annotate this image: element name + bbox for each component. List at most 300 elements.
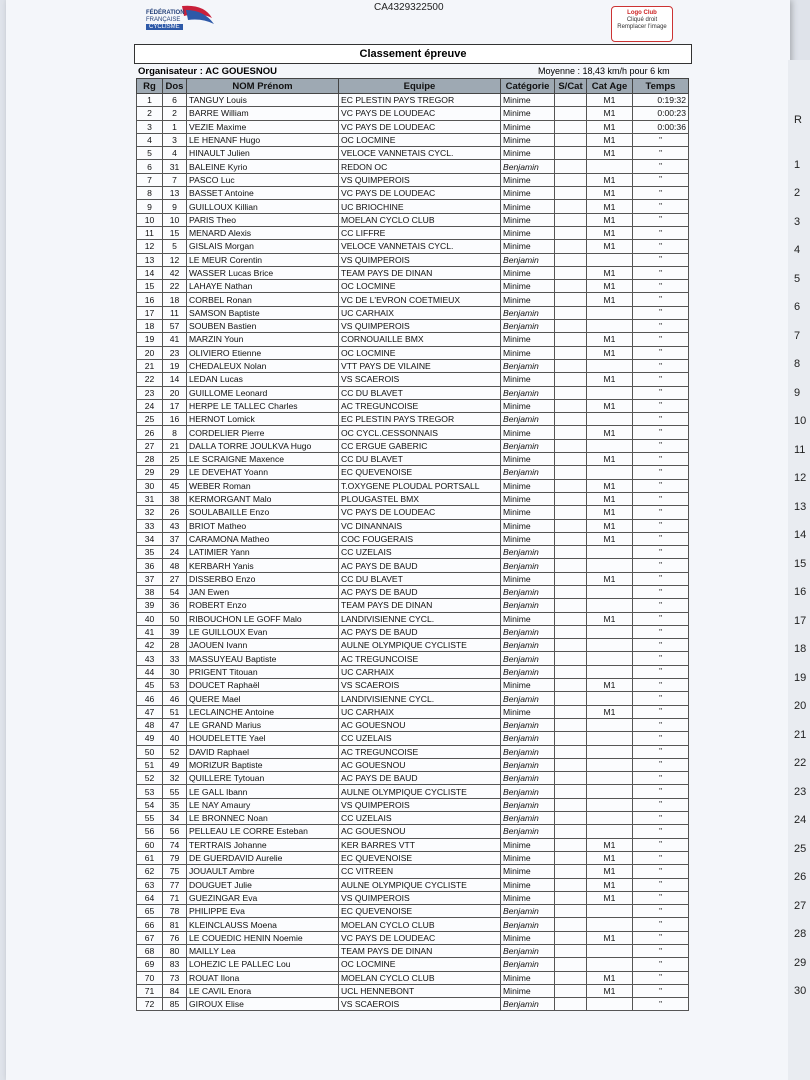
cell-catage: M1	[587, 293, 633, 306]
cell-nom: LE GUILLOUX Evan	[187, 625, 339, 638]
table-row	[137, 958, 689, 971]
table-row	[137, 705, 689, 718]
table-row	[137, 107, 689, 120]
cell-nom: VEZIE Maxime	[187, 120, 339, 133]
cell-scat	[555, 772, 587, 785]
next-page-fragment: 21	[794, 728, 807, 741]
cell-scat	[555, 998, 587, 1011]
cell-catage: M1	[587, 506, 633, 519]
cell-scat	[555, 253, 587, 266]
cell-temps: "	[633, 718, 689, 731]
cell-scat	[555, 453, 587, 466]
cell-cat: Minime	[501, 479, 555, 492]
cell-catage	[587, 665, 633, 678]
cell-rg: 29	[137, 466, 163, 479]
next-page-fragment: 27	[794, 899, 807, 912]
cell-dos: 47	[163, 718, 187, 731]
table-row	[137, 798, 689, 811]
table-row	[137, 679, 689, 692]
cell-temps: "	[633, 293, 689, 306]
next-page-fragment: 25	[794, 842, 807, 855]
cell-nom: LOHEZIC LE PALLEC Lou	[187, 958, 339, 971]
cell-cat: Benjamin	[501, 718, 555, 731]
cell-cat: Benjamin	[501, 825, 555, 838]
cell-rg: 43	[137, 652, 163, 665]
table-row	[137, 320, 689, 333]
cell-dos: 52	[163, 745, 187, 758]
cell-scat	[555, 918, 587, 931]
cell-temps: "	[633, 971, 689, 984]
cell-cat: Minime	[501, 971, 555, 984]
table-row	[137, 359, 689, 372]
cell-temps: "	[633, 226, 689, 239]
cell-rg: 21	[137, 359, 163, 372]
next-page-fragment: 23	[794, 785, 807, 798]
cell-scat	[555, 133, 587, 146]
table-row	[137, 253, 689, 266]
cell-cat: Benjamin	[501, 160, 555, 173]
cell-equipe: VS QUIMPEROIS	[339, 891, 501, 904]
cell-equipe: LANDIVISIENNE CYCL.	[339, 612, 501, 625]
cell-rg: 8	[137, 187, 163, 200]
next-page-fragment: 15	[794, 557, 807, 570]
cell-cat: Minime	[501, 226, 555, 239]
cell-catage: M1	[587, 453, 633, 466]
cell-cat: Minime	[501, 373, 555, 386]
cell-rg: 46	[137, 692, 163, 705]
table-row	[137, 825, 689, 838]
cell-catage: M1	[587, 333, 633, 346]
cell-cat: Benjamin	[501, 386, 555, 399]
cell-rg: 16	[137, 293, 163, 306]
cell-rg: 24	[137, 399, 163, 412]
cell-temps: "	[633, 133, 689, 146]
cell-dos: 57	[163, 320, 187, 333]
cell-rg: 3	[137, 120, 163, 133]
cell-catage: M1	[587, 240, 633, 253]
cell-nom: GIROUX Elise	[187, 998, 339, 1011]
cell-dos: 83	[163, 958, 187, 971]
cell-catage	[587, 758, 633, 771]
table-row	[137, 945, 689, 958]
cell-catage: M1	[587, 346, 633, 359]
cell-nom: BRIOT Matheo	[187, 519, 339, 532]
table-row	[137, 772, 689, 785]
cell-dos: 78	[163, 905, 187, 918]
cell-equipe: CC VITREEN	[339, 865, 501, 878]
cell-rg: 70	[137, 971, 163, 984]
cell-temps: "	[633, 439, 689, 452]
results-table-body	[137, 94, 689, 1011]
cell-rg: 20	[137, 346, 163, 359]
cell-catage: M1	[587, 94, 633, 107]
cell-rg: 44	[137, 665, 163, 678]
cell-equipe: CC UZELAIS	[339, 812, 501, 825]
cell-catage	[587, 413, 633, 426]
cell-nom: TERTRAIS Johanne	[187, 838, 339, 851]
cell-dos: 28	[163, 639, 187, 652]
cell-cat: Minime	[501, 891, 555, 904]
cell-nom: WASSER Lucas Brice	[187, 266, 339, 279]
cell-dos: 30	[163, 665, 187, 678]
cell-temps: "	[633, 931, 689, 944]
cell-scat	[555, 825, 587, 838]
cell-nom: LE MEUR Corentin	[187, 253, 339, 266]
cell-equipe: VS SCAEROIS	[339, 998, 501, 1011]
cell-nom: KERMORGANT Malo	[187, 492, 339, 505]
cell-cat: Benjamin	[501, 599, 555, 612]
cell-temps: 0:19:32	[633, 94, 689, 107]
cell-temps: "	[633, 266, 689, 279]
cell-temps: 0:00:23	[633, 107, 689, 120]
next-page-fragment: 29	[794, 956, 807, 969]
cell-rg: 22	[137, 373, 163, 386]
cell-temps: "	[633, 532, 689, 545]
cell-rg: 5	[137, 147, 163, 160]
cell-temps: "	[633, 200, 689, 213]
cell-equipe: VC PAYS DE LOUDEAC	[339, 506, 501, 519]
cell-cat: Minime	[501, 572, 555, 585]
cell-dos: 9	[163, 200, 187, 213]
cell-catage: M1	[587, 612, 633, 625]
cell-catage	[587, 466, 633, 479]
cell-nom: JAN Ewen	[187, 585, 339, 598]
cell-rg: 36	[137, 559, 163, 572]
cell-temps: "	[633, 585, 689, 598]
cell-rg: 48	[137, 718, 163, 731]
cell-equipe: KER BARRES VTT	[339, 838, 501, 851]
cell-scat	[555, 213, 587, 226]
cell-cat: Minime	[501, 147, 555, 160]
cell-cat: Minime	[501, 851, 555, 864]
cell-cat: Benjamin	[501, 306, 555, 319]
cell-scat	[555, 226, 587, 239]
cell-cat: Minime	[501, 266, 555, 279]
cell-temps: "	[633, 891, 689, 904]
table-row	[137, 492, 689, 505]
cell-scat	[555, 466, 587, 479]
cell-dos: 32	[163, 772, 187, 785]
table-row	[137, 625, 689, 638]
table-row	[137, 293, 689, 306]
cell-rg: 63	[137, 878, 163, 891]
cell-nom: QUERE Mael	[187, 692, 339, 705]
cell-dos: 71	[163, 891, 187, 904]
next-page-fragment: 13	[794, 500, 807, 513]
cell-scat	[555, 652, 587, 665]
cell-cat: Minime	[501, 838, 555, 851]
cell-cat: Benjamin	[501, 439, 555, 452]
cell-temps: "	[633, 506, 689, 519]
cell-catage	[587, 905, 633, 918]
cell-scat	[555, 958, 587, 971]
cell-dos: 49	[163, 758, 187, 771]
cell-temps: "	[633, 758, 689, 771]
cell-nom: MENARD Alexis	[187, 226, 339, 239]
cell-catage: M1	[587, 705, 633, 718]
cell-scat	[555, 492, 587, 505]
cell-catage: M1	[587, 373, 633, 386]
cell-dos: 6	[163, 94, 187, 107]
cell-equipe: EC QUEVENOISE	[339, 466, 501, 479]
cell-equipe: CC DU BLAVET	[339, 453, 501, 466]
cell-catage	[587, 745, 633, 758]
cell-scat	[555, 878, 587, 891]
cell-cat: Benjamin	[501, 559, 555, 572]
cell-equipe: COC FOUGERAIS	[339, 532, 501, 545]
cell-temps: "	[633, 240, 689, 253]
cell-equipe: UC CARHAIX	[339, 705, 501, 718]
cell-equipe: EC QUEVENOISE	[339, 851, 501, 864]
cell-cat: Minime	[501, 453, 555, 466]
table-row	[137, 971, 689, 984]
cell-scat	[555, 426, 587, 439]
cell-temps: "	[633, 466, 689, 479]
cell-rg: 11	[137, 226, 163, 239]
cell-scat	[555, 519, 587, 532]
cell-catage: M1	[587, 426, 633, 439]
column-header-dos: Dos	[163, 79, 187, 94]
cell-nom: GUILLOME Leonard	[187, 386, 339, 399]
table-row	[137, 851, 689, 864]
table-row	[137, 266, 689, 279]
cell-rg: 14	[137, 266, 163, 279]
cell-dos: 46	[163, 692, 187, 705]
next-page-fragment: 6	[794, 301, 801, 313]
cell-scat	[555, 718, 587, 731]
table-row	[137, 692, 689, 705]
cell-rg: 60	[137, 838, 163, 851]
cell-equipe: VELOCE VANNETAIS CYCL.	[339, 147, 501, 160]
table-row	[137, 439, 689, 452]
cell-rg: 15	[137, 280, 163, 293]
cell-catage: M1	[587, 492, 633, 505]
table-row	[137, 838, 689, 851]
cell-catage: M1	[587, 851, 633, 864]
document-code: CA4329322500	[374, 2, 444, 13]
next-page-fragment: 30	[794, 985, 807, 997]
cell-equipe: AC GOUESNOU	[339, 825, 501, 838]
cell-equipe: OC LOCMINE	[339, 133, 501, 146]
cell-nom: BASSET Antoine	[187, 187, 339, 200]
cell-nom: DISSERBO Enzo	[187, 572, 339, 585]
cell-catage	[587, 546, 633, 559]
cell-scat	[555, 945, 587, 958]
table-row	[137, 732, 689, 745]
table-row	[137, 718, 689, 731]
next-page-fragment: 5	[794, 272, 801, 285]
cell-dos: 4	[163, 147, 187, 160]
cell-catage: M1	[587, 187, 633, 200]
cell-rg: 41	[137, 625, 163, 638]
cell-dos: 41	[163, 333, 187, 346]
cell-catage: M1	[587, 107, 633, 120]
table-row	[137, 399, 689, 412]
cell-catage	[587, 732, 633, 745]
cell-catage	[587, 306, 633, 319]
cell-nom: LE NAY Amaury	[187, 798, 339, 811]
cell-catage: M1	[587, 971, 633, 984]
cell-nom: HOUDELETTE Yael	[187, 732, 339, 745]
next-page-fragment: 22	[794, 757, 807, 769]
club-logo-title: Logo Club	[627, 10, 657, 16]
cell-dos: 75	[163, 865, 187, 878]
cell-scat	[555, 971, 587, 984]
cell-dos: 45	[163, 479, 187, 492]
cell-catage: M1	[587, 984, 633, 997]
table-row	[137, 200, 689, 213]
cell-rg: 1	[137, 94, 163, 107]
cell-equipe: VC DE L'EVRON COETMIEUX	[339, 293, 501, 306]
cell-scat	[555, 293, 587, 306]
cell-equipe: EC PLESTIN PAYS TREGOR	[339, 94, 501, 107]
cell-rg: 7	[137, 173, 163, 186]
cell-catage: M1	[587, 865, 633, 878]
cell-temps: "	[633, 359, 689, 372]
cell-cat: Benjamin	[501, 692, 555, 705]
cell-temps: "	[633, 958, 689, 971]
table-row	[137, 413, 689, 426]
cell-dos: 27	[163, 572, 187, 585]
cell-catage: M1	[587, 838, 633, 851]
cell-catage: M1	[587, 399, 633, 412]
cell-equipe: VC PAYS DE LOUDEAC	[339, 187, 501, 200]
cell-catage	[587, 918, 633, 931]
cell-equipe: VC PAYS DE LOUDEAC	[339, 107, 501, 120]
table-row	[137, 173, 689, 186]
cell-nom: BALEINE Kyrio	[187, 160, 339, 173]
cell-dos: 53	[163, 679, 187, 692]
cell-nom: LE DEVEHAT Yoann	[187, 466, 339, 479]
next-page-fragment: 18	[794, 643, 807, 655]
cell-equipe: UC CARHAIX	[339, 665, 501, 678]
cell-temps: "	[633, 479, 689, 492]
cell-equipe: UC CARHAIX	[339, 306, 501, 319]
cell-cat: Minime	[501, 705, 555, 718]
next-page-fragment: 17	[794, 614, 807, 627]
cell-cat: Minime	[501, 399, 555, 412]
cell-rg: 18	[137, 320, 163, 333]
cell-dos: 15	[163, 226, 187, 239]
cell-equipe: CC DU BLAVET	[339, 386, 501, 399]
cell-rg: 34	[137, 532, 163, 545]
cell-equipe: TEAM PAYS DE DINAN	[339, 599, 501, 612]
cell-nom: MAILLY Lea	[187, 945, 339, 958]
cell-dos: 74	[163, 838, 187, 851]
cell-dos: 2	[163, 107, 187, 120]
cell-dos: 84	[163, 984, 187, 997]
table-row	[137, 213, 689, 226]
cell-catage: M1	[587, 532, 633, 545]
cell-rg: 10	[137, 213, 163, 226]
cell-nom: ROBERT Enzo	[187, 599, 339, 612]
cell-temps: "	[633, 346, 689, 359]
table-row	[137, 905, 689, 918]
cell-cat: Minime	[501, 679, 555, 692]
cell-equipe: AC TREGUNCOISE	[339, 652, 501, 665]
cell-cat: Benjamin	[501, 253, 555, 266]
next-page-fragment: 26	[794, 871, 807, 883]
cell-catage	[587, 599, 633, 612]
cell-rg: 71	[137, 984, 163, 997]
cell-rg: 38	[137, 585, 163, 598]
cell-dos: 33	[163, 652, 187, 665]
cell-cat: Minime	[501, 984, 555, 997]
cell-dos: 16	[163, 413, 187, 426]
cell-dos: 13	[163, 187, 187, 200]
cell-rg: 55	[137, 812, 163, 825]
cell-scat	[555, 120, 587, 133]
cell-scat	[555, 266, 587, 279]
cell-catage	[587, 439, 633, 452]
cell-catage	[587, 998, 633, 1011]
table-row	[137, 373, 689, 386]
cell-nom: LATIMIER Yann	[187, 546, 339, 559]
cell-dos: 43	[163, 519, 187, 532]
cell-nom: SOUBEN Bastien	[187, 320, 339, 333]
cell-scat	[555, 173, 587, 186]
cell-temps: "	[633, 320, 689, 333]
cell-nom: DALLA TORRE JOULKVA Hugo	[187, 439, 339, 452]
cell-scat	[555, 373, 587, 386]
cell-dos: 51	[163, 705, 187, 718]
cell-rg: 67	[137, 931, 163, 944]
cell-cat: Minime	[501, 213, 555, 226]
cell-scat	[555, 479, 587, 492]
cell-temps: "	[633, 160, 689, 173]
cell-nom: DOUCET Raphaël	[187, 679, 339, 692]
cell-dos: 42	[163, 266, 187, 279]
cell-temps: "	[633, 187, 689, 200]
table-row	[137, 652, 689, 665]
cell-dos: 73	[163, 971, 187, 984]
federation-logo-line3: CYCLISME	[146, 24, 183, 30]
cell-nom: KERBARH Yanis	[187, 559, 339, 572]
cell-cat: Benjamin	[501, 785, 555, 798]
cell-scat	[555, 546, 587, 559]
cell-temps: "	[633, 745, 689, 758]
cell-cat: Minime	[501, 200, 555, 213]
cell-cat: Minime	[501, 94, 555, 107]
cell-scat	[555, 812, 587, 825]
cell-cat: Benjamin	[501, 665, 555, 678]
cell-equipe: MOELAN CYCLO CLUB	[339, 918, 501, 931]
next-page-fragment: 16	[794, 586, 807, 598]
cell-nom: RIBOUCHON LE GOFF Malo	[187, 612, 339, 625]
cell-rg: 54	[137, 798, 163, 811]
cell-rg: 56	[137, 825, 163, 838]
cell-equipe: VC PAYS DE LOUDEAC	[339, 120, 501, 133]
cell-dos: 37	[163, 532, 187, 545]
cell-dos: 25	[163, 453, 187, 466]
cell-nom: LEDAN Lucas	[187, 373, 339, 386]
club-logo-line1: Cliqué droit	[626, 17, 658, 23]
cell-nom: PASCO Luc	[187, 173, 339, 186]
page-title: Classement épreuve	[134, 44, 692, 64]
cell-equipe: OC CYCL.CESSONNAIS	[339, 426, 501, 439]
cell-dos: 80	[163, 945, 187, 958]
cell-scat	[555, 280, 587, 293]
cell-temps: "	[633, 705, 689, 718]
cell-temps: "	[633, 426, 689, 439]
cell-temps: "	[633, 851, 689, 864]
table-row	[137, 998, 689, 1011]
table-row	[137, 785, 689, 798]
cell-equipe: VS SCAEROIS	[339, 373, 501, 386]
cell-catage	[587, 718, 633, 731]
cell-cat: Benjamin	[501, 745, 555, 758]
cell-dos: 85	[163, 998, 187, 1011]
